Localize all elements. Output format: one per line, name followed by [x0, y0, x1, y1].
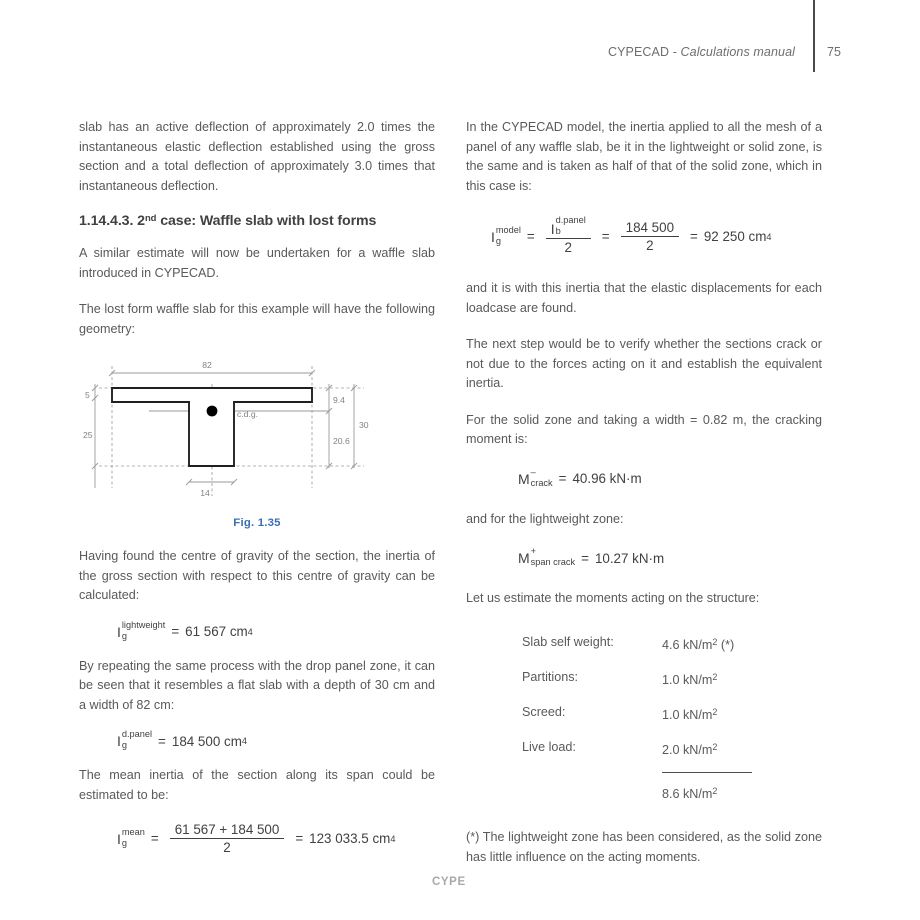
equals-sign: =: [150, 831, 159, 847]
paragraph-cypecad-model: In the CYPECAD model, the inertia applied to all the mesh of a panel of any waffle slab, be it in the lightweight or solid zone, is the same and is taken as half of that of the solid zone, which in this case is:: [466, 120, 822, 193]
superscript-sign: +: [530, 546, 537, 557]
fraction-denominator: 2: [564, 240, 572, 256]
unit-exponent: 4: [766, 231, 772, 242]
equation-value: 123 033.5 cm: [309, 831, 391, 847]
figure-caption: Fig. 1.35: [233, 517, 281, 529]
paragraph-elastic-displacements: and it is with this inertia that the elastic displacements for each loadcase are found.: [466, 281, 822, 315]
dim-web-depth-label: 25: [83, 430, 93, 440]
table-row-total: [522, 773, 822, 810]
eq-supsub: [530, 546, 576, 568]
superscript-sign: –: [530, 466, 536, 477]
footnote-lightweight-zone: (*) The lightweight zone has been considered, as the solid zone has little influence on the acting moments.: [466, 830, 822, 864]
symbol-base: I: [491, 228, 495, 245]
fraction-denominator: 2: [646, 238, 654, 254]
fraction-numerator: 61 567 + 184 500: [174, 822, 280, 837]
equation-inertia-lightweight: [79, 619, 435, 641]
eq-symbol-I: [117, 624, 121, 640]
load-footnote-marker: (*): [717, 637, 735, 652]
subscript: b: [555, 226, 561, 236]
centroid-label: c.d.g.: [237, 409, 259, 419]
paragraph-solid-zone-width: For the solid zone and taking a width = 0.82 m, the cracking moment is:: [466, 412, 822, 447]
total-value: [662, 773, 717, 810]
unit-exponent: 2: [712, 786, 718, 797]
page-header: [0, 0, 920, 80]
equals-sign: =: [558, 471, 567, 487]
equation-inertia-model: [466, 215, 822, 256]
fraction-numerator: 184 500: [625, 220, 675, 235]
dim-top-width-label: 82: [202, 360, 212, 370]
page-number: 75: [827, 45, 841, 59]
paragraph-next-step: The next step would be to verify whether the sections crack or not due to the forces acting on it and establish the equivalent inertia.: [466, 337, 822, 391]
unit-exponent: 2: [712, 706, 718, 717]
paragraph-estimate-moments: Let us estimate the moments acting on the structure:: [466, 591, 760, 606]
loads-table: [466, 626, 822, 766]
heading-text: case: Waffle slab with lost forms: [156, 213, 377, 229]
load-value: [662, 731, 717, 766]
equation-value: 40.96 kN·m: [572, 471, 642, 487]
dim-total-depth-label: 30: [359, 420, 369, 430]
eq-symbol-M: [518, 471, 530, 487]
equation-cracking-moment-span: [466, 546, 822, 568]
heading-ordinal-suffix: nd: [144, 213, 157, 224]
unit-exponent: 2: [712, 636, 718, 647]
symbol-base: M: [518, 470, 530, 487]
equals-sign: =: [158, 733, 166, 749]
paragraph-inertia-gross: Having found the centre of gravity of the section, the inertia of the gross section with respect to this centre of gravity can be calculated:: [79, 549, 435, 602]
eq-symbol-I: [491, 229, 495, 245]
eq-supsub: [121, 826, 145, 848]
load-value: [662, 661, 717, 696]
symbol-base: I: [117, 623, 121, 640]
load-number: 1.0 kN/m: [662, 707, 713, 722]
unit-exponent: 4: [241, 736, 247, 746]
equals-sign-2: =: [295, 831, 304, 847]
dim-web-width-label: 14: [200, 488, 210, 498]
eq-symbol-I: [117, 733, 121, 749]
eq-symbol-M: [518, 550, 530, 566]
load-label: Screed:: [522, 704, 566, 719]
equals-sign-2: =: [601, 229, 610, 245]
load-number: 4.6 kN/m: [662, 637, 713, 652]
load-number: 1.0 kN/m: [662, 672, 713, 687]
figure-t-section: [79, 356, 435, 511]
equals-sign: =: [171, 624, 180, 639]
subscript: g: [121, 740, 128, 750]
paragraph-lightweight-zone: and for the lightweight zone:: [466, 511, 624, 526]
paragraph-similar-estimate: A similar estimate will now be undertaken for a waffle slab introduced in CYPECAD.: [79, 246, 435, 280]
section-heading-waffle-lost-forms: [79, 213, 435, 229]
unit-exponent: 4: [247, 626, 253, 637]
table-row: [522, 661, 822, 696]
equals-sign-3: =: [690, 229, 698, 245]
symbol-base: I: [117, 830, 121, 847]
header-product: CYPECAD -: [607, 45, 681, 59]
load-label: Slab self weight:: [522, 634, 614, 649]
eq-supsub: [121, 729, 153, 750]
eq-supsub: [495, 224, 521, 246]
symbol-base: I: [117, 733, 121, 749]
superscript: mean: [121, 826, 145, 837]
equation-inertia-mean: [79, 822, 435, 855]
header-vertical-rule: [813, 0, 815, 72]
superscript: d.panel: [555, 215, 586, 225]
subscript: g: [121, 630, 128, 641]
fraction-model-numeric: [621, 220, 679, 253]
symbol-base: M: [518, 550, 530, 567]
unit-exponent: 2: [712, 671, 718, 682]
eq-symbol-I-b: [551, 221, 555, 237]
unit-exponent: 2: [712, 741, 718, 752]
equals-sign: =: [581, 550, 589, 566]
eq-supsub: [530, 466, 553, 488]
load-label: Live load:: [522, 739, 576, 754]
paragraph-deflection: slab has an active deflection of approximately 2.0 times the instantaneous elastic deflection established using the gross section and a total deflection of approximately 3.0 times that instantaneous deflection.: [79, 120, 435, 193]
paragraph-geometry-intro: The lost form waffle slab for this example will have the following geometry:: [79, 302, 435, 336]
eq-supsub-b: [555, 215, 586, 236]
subscript: crack: [530, 477, 553, 488]
equation-cracking-moment-solid: [466, 466, 822, 488]
equation-inertia-drop-panel: [79, 729, 435, 750]
table-row: [522, 626, 822, 661]
fraction-mean: [170, 822, 285, 855]
paragraph-mean-inertia: The mean inertia of the section along its span could be estimated to be:: [79, 768, 435, 802]
superscript: model: [495, 224, 521, 235]
table-row: [522, 731, 822, 766]
heading-number: 1.14.4.3. 2: [79, 213, 145, 229]
paragraph-drop-panel: By repeating the same process with the drop panel zone, it can be seen that it resembles a flat slab with a depth of 30 cm and a width of 82 cm:: [79, 658, 435, 712]
left-column: [79, 118, 435, 871]
equation-value: 10.27 kN·m: [594, 550, 665, 566]
subscript: g: [495, 235, 502, 246]
equation-value: 184 500 cm: [171, 733, 242, 749]
fraction-model: [546, 215, 591, 256]
eq-symbol-I: [117, 831, 121, 847]
equals-sign: =: [526, 229, 535, 245]
total-number: 8.6 kN/m: [662, 787, 713, 802]
superscript: lightweight: [121, 619, 166, 630]
superscript: d.panel: [121, 729, 153, 739]
total-label: [522, 773, 662, 810]
right-column: [466, 118, 822, 884]
load-value: [662, 626, 734, 661]
fraction-numerator: [546, 215, 591, 238]
load-value: [662, 696, 717, 731]
dim-centroid-bottom-label: 20.6: [333, 436, 350, 446]
load-label: Partitions:: [522, 669, 578, 684]
dim-centroid-top-label: 9.4: [333, 395, 345, 405]
equation-value: 92 250 cm: [703, 229, 767, 245]
footer-logo-cype: CYPE: [432, 876, 466, 888]
table-row: [522, 696, 822, 731]
subscript: g: [121, 837, 128, 848]
equation-value: 61 567 cm: [185, 624, 248, 639]
subscript: span crack: [530, 557, 576, 568]
unit-exponent: 4: [390, 833, 396, 844]
fraction-denominator: 2: [223, 840, 231, 856]
eq-supsub: [121, 619, 166, 641]
header-title: [608, 45, 795, 59]
header-manual: Calculations manual: [680, 45, 795, 59]
load-number: 2.0 kN/m: [662, 742, 713, 757]
loads-total: [466, 773, 822, 810]
dim-flange-depth-label: 5: [85, 390, 90, 400]
symbol-base: I: [550, 221, 555, 237]
